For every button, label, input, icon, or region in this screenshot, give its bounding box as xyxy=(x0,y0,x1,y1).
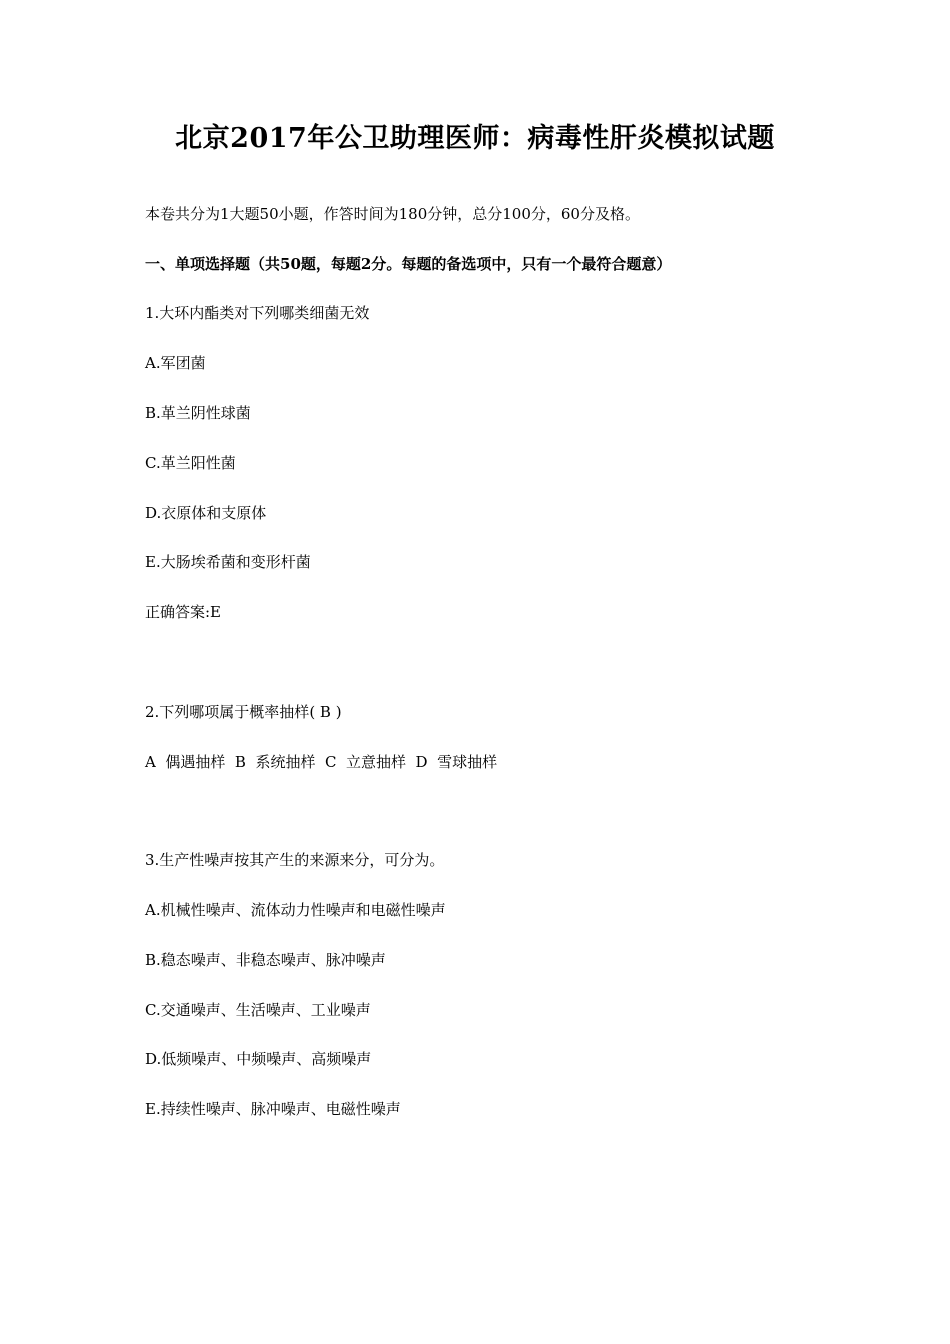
question-2-options: A 偶遇抽样 B 系统抽样 C 立意抽样 D 雪球抽样 xyxy=(145,753,498,771)
question-1-option-b: B.革兰阴性球菌 xyxy=(145,404,251,422)
question-1-stem: 1.大环内酯类对下列哪类细菌无效 xyxy=(145,304,370,322)
question-3-option-b: B.稳态噪声、非稳态噪声、脉冲噪声 xyxy=(145,951,386,969)
question-3-option-c: C.交通噪声、生活噪声、工业噪声 xyxy=(145,1001,371,1019)
question-1-answer: 正确答案:E xyxy=(145,603,222,621)
exam-intro: 本卷共分为1大题50小题，作答时间为180分钟，总分100分，60分及格。 xyxy=(145,205,640,223)
question-1-option-d: D.衣原体和支原体 xyxy=(145,504,267,522)
question-1-option-e: E.大肠埃希菌和变形杆菌 xyxy=(145,553,311,571)
document-title: 北京2017年公卫助理医师：病毒性肝炎模拟试题 xyxy=(175,123,775,154)
question-3-option-d: D.低频噪声、中频噪声、高频噪声 xyxy=(145,1050,372,1068)
question-1-option-c: C.革兰阳性菌 xyxy=(145,454,236,472)
question-1-option-a: A.军团菌 xyxy=(145,354,206,372)
section-heading: 一、单项选择题（共50题，每题2分。每题的备选项中，只有一个最符合题意） xyxy=(145,255,672,273)
question-3-option-e: E.持续性噪声、脉冲噪声、电磁性噪声 xyxy=(145,1100,401,1118)
question-3-option-a: A.机械性噪声、流体动力性噪声和电磁性噪声 xyxy=(145,901,446,919)
question-2-stem: 2.下列哪项属于概率抽样( B ) xyxy=(145,703,342,721)
question-3-stem: 3.生产性噪声按其产生的来源来分，可分为。 xyxy=(145,851,445,869)
